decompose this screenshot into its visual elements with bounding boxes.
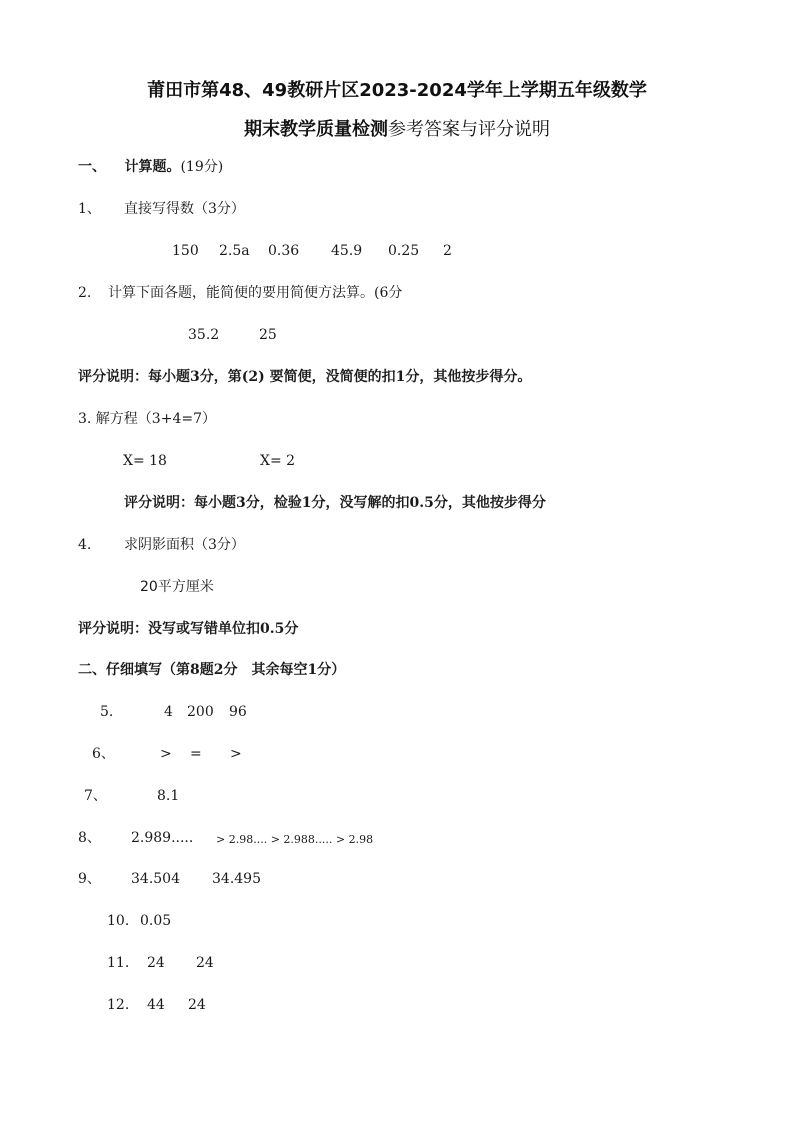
q4-number: 4. — [78, 537, 92, 553]
q3-answer: X= 18 — [123, 453, 167, 469]
q1-answer: 2.5a — [219, 243, 250, 259]
q3-text: 3. 解方程（3+4=7） — [78, 411, 216, 427]
q4-scoring-note: 评分说明：没写或写错单位扣0.5分 — [78, 621, 299, 637]
q4-text: 求阴影面积（3分） — [124, 537, 245, 553]
q5-answer: 200 — [187, 704, 214, 720]
q6-number: 6、 — [92, 746, 115, 762]
q2-answer: 25 — [259, 327, 277, 343]
q2-scoring-note: 评分说明：每小题3分，第(2) 要简便，没简便的扣1分，其他按步得分。 — [78, 369, 532, 385]
q10-number: 10. — [107, 913, 130, 929]
q8-number: 8、 — [78, 830, 101, 846]
q9-answer: 34.504 — [131, 871, 180, 887]
q5-answer: 96 — [229, 704, 247, 720]
q1-answer: 150 — [172, 243, 199, 259]
q2-text: 计算下面各题，能简便的要用简便方法算。(6分 — [108, 285, 403, 301]
q12-number: 12. — [107, 997, 130, 1013]
q4-answer: 20平方厘米 — [140, 579, 214, 595]
q7-answer: 8.1 — [157, 788, 180, 804]
title-line-2-rest: 参考答案与评分说明 — [388, 119, 550, 140]
q8-answer-rest: > 2.98.... > 2.988..... > 2.98 — [216, 833, 374, 846]
q1-answer: 45.9 — [331, 243, 363, 259]
q6-answer: > — [230, 746, 242, 762]
section-1-score: (19分) — [180, 159, 224, 175]
section-2-heading: 二、仔细填写（第8题2分 其余每空1分） — [78, 662, 346, 678]
q11-answer: 24 — [147, 955, 165, 971]
q1-answer: 0.25 — [388, 243, 420, 259]
q12-answer: 24 — [188, 997, 206, 1013]
q8-answer: 2.989..... — [131, 830, 194, 846]
q5-answer: 4 — [164, 704, 173, 720]
title-line-2 — [0, 118, 794, 142]
q3-answer: X= 2 — [260, 453, 296, 469]
q5-number: 5. — [100, 704, 114, 720]
q9-answer: 34.495 — [212, 871, 261, 887]
q12-answer: 44 — [147, 997, 165, 1013]
q3-scoring-note: 评分说明：每小题3分，检验1分，没写解的扣0.5分，其他按步得分 — [124, 495, 546, 511]
title-line-1: 莆田市第48、49教研片区2023-2024学年上学期五年级数学 — [147, 80, 647, 101]
q11-answer: 24 — [196, 955, 214, 971]
section-1-number: 一、 — [78, 159, 106, 175]
title-line-2-bold: 期末教学质量检测 — [244, 119, 388, 140]
q1-number: 1、 — [78, 201, 101, 217]
q10-answer: 0.05 — [140, 913, 172, 929]
q2-number: 2. — [78, 285, 92, 301]
q1-answer: 2 — [443, 243, 452, 259]
q6-answer: > — [160, 746, 172, 762]
q1-text: 直接写得数（3分） — [124, 201, 245, 217]
section-1-title: 计算题。 — [124, 159, 181, 175]
q2-answer: 35.2 — [188, 327, 220, 343]
q11-number: 11. — [107, 955, 130, 971]
q6-answer: = — [190, 746, 202, 762]
section-1-heading — [78, 158, 223, 176]
q9-number: 9、 — [78, 871, 101, 887]
q7-number: 7、 — [84, 788, 107, 804]
q1-answer: 0.36 — [268, 243, 300, 259]
